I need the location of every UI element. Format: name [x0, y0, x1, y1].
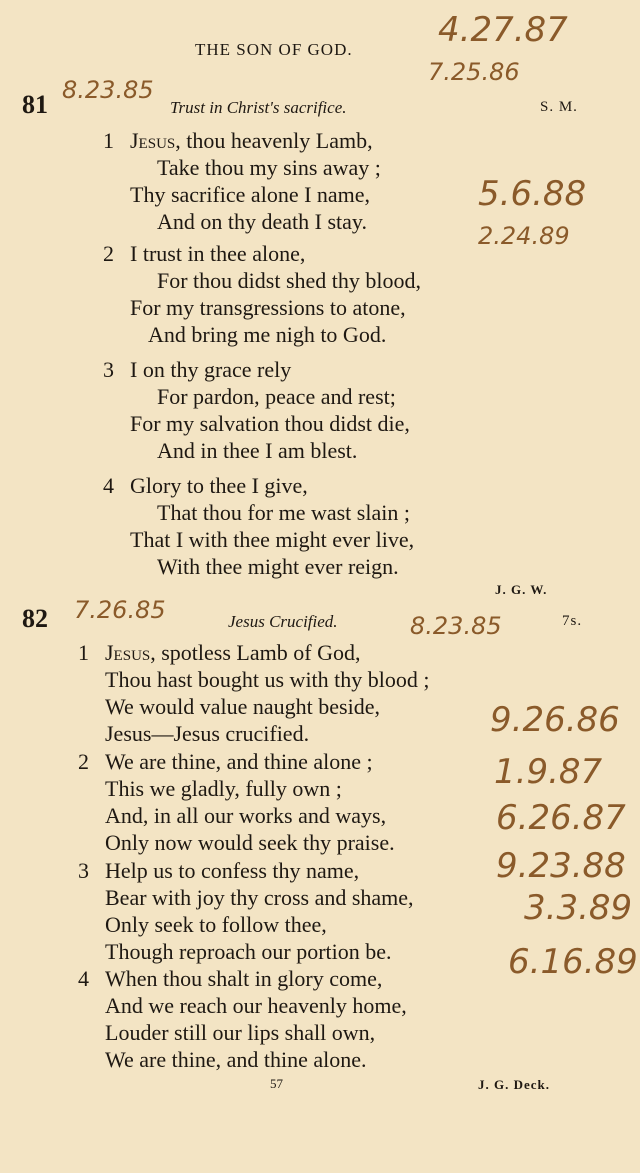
handwritten-date: 5.6.88	[478, 174, 587, 214]
verse-number: 4	[103, 473, 114, 498]
verse-line: Thy sacrifice alone I name,	[130, 182, 371, 207]
verse-line: Though reproach our portion be.	[105, 939, 392, 964]
verse-number: 3	[103, 357, 114, 382]
hymn-meter: 7s.	[562, 613, 583, 629]
verse-line: We are thine, and thine alone ;	[105, 749, 373, 774]
verse-line: For my salvation thou didst die,	[130, 411, 410, 436]
hymn-author: J. G. Deck.	[478, 1077, 551, 1092]
verse-first-word: Jesus,	[130, 128, 181, 153]
verse-number: 1	[103, 128, 114, 153]
verse-line: I on thy grace rely	[130, 357, 292, 382]
verse-line	[105, 640, 360, 666]
verse-line: That I with thee might ever live,	[130, 527, 415, 552]
handwritten-date: 7.26.85	[74, 596, 166, 624]
verse-line: And in thee I am blest.	[157, 438, 358, 463]
verse-line	[130, 128, 373, 154]
hymn-author: J. G. W.	[495, 582, 548, 597]
verse-line: I trust in thee alone,	[130, 241, 306, 266]
verse-number: 2	[103, 241, 114, 266]
verse-number: 1	[78, 640, 89, 665]
verse-line: Help us to confess thy name,	[105, 858, 360, 883]
verse-line: And bring me nigh to God.	[148, 322, 387, 347]
verse-line: With thee might ever reign.	[157, 554, 399, 579]
hymn-number: 82	[22, 604, 48, 633]
verse-number: 4	[78, 966, 89, 991]
handwritten-date: 3.3.89	[524, 888, 633, 928]
page-header: THE SON OF GOD.	[195, 40, 353, 59]
verse-line: Take thou my sins away ;	[157, 155, 381, 180]
verse-line: For thou didst shed thy blood,	[157, 268, 422, 293]
hymn-number: 81	[22, 90, 48, 119]
hymn-title: Trust in Christ's sacrifice.	[170, 98, 347, 117]
handwritten-date: 9.26.86	[490, 700, 620, 740]
handwritten-date: 6.16.89	[508, 942, 638, 982]
verse-line: Glory to thee I give,	[130, 473, 308, 498]
handwritten-date: 4.27.87	[438, 10, 568, 50]
verse-line: We would value naught beside,	[105, 694, 380, 719]
verse-line: Thou hast bought us with thy blood ;	[105, 667, 430, 692]
verse-line: Louder still our lips shall own,	[105, 1020, 376, 1045]
verse-line: For pardon, peace and rest;	[157, 384, 396, 409]
verse-line: Bear with joy thy cross and shame,	[105, 885, 414, 910]
verse-line: And we reach our heavenly home,	[105, 993, 407, 1018]
verse-line: For my transgressions to atone,	[130, 295, 406, 320]
verse-line: Only seek to follow thee,	[105, 912, 327, 937]
verse-line-text: thou heavenly Lamb,	[186, 128, 373, 153]
verse-number: 3	[78, 858, 89, 883]
page-number: 57	[270, 1076, 283, 1091]
handwritten-date: 6.26.87	[496, 798, 626, 838]
verse-line: Only now would seek thy praise.	[105, 830, 395, 855]
handwritten-date: 7.25.86	[428, 58, 520, 86]
verse-line: Jesus—Jesus crucified.	[105, 721, 310, 746]
verse-line: When thou shalt in glory come,	[105, 966, 383, 991]
verse-line: And on thy death I stay.	[157, 209, 367, 234]
verse-line-text: spotless Lamb of God,	[161, 640, 361, 665]
handwritten-date: 8.23.85	[410, 612, 502, 640]
hymn-title: Jesus Crucified.	[228, 612, 338, 631]
verse-number: 2	[78, 749, 89, 774]
handwritten-date: 8.23.85	[62, 76, 154, 104]
verse-line: That thou for me wast slain ;	[157, 500, 410, 525]
verse-line: We are thine, and thine alone.	[105, 1047, 367, 1072]
verse-line: This we gladly, fully own ;	[105, 776, 342, 801]
verse-line: And, in all our works and ways,	[105, 803, 387, 828]
hymn-meter: S. M.	[540, 99, 578, 115]
verse-first-word: Jesus,	[105, 640, 156, 665]
handwritten-date: 9.23.88	[496, 846, 626, 886]
handwritten-date: 1.9.87	[494, 752, 603, 792]
handwritten-date: 2.24.89	[478, 222, 570, 250]
